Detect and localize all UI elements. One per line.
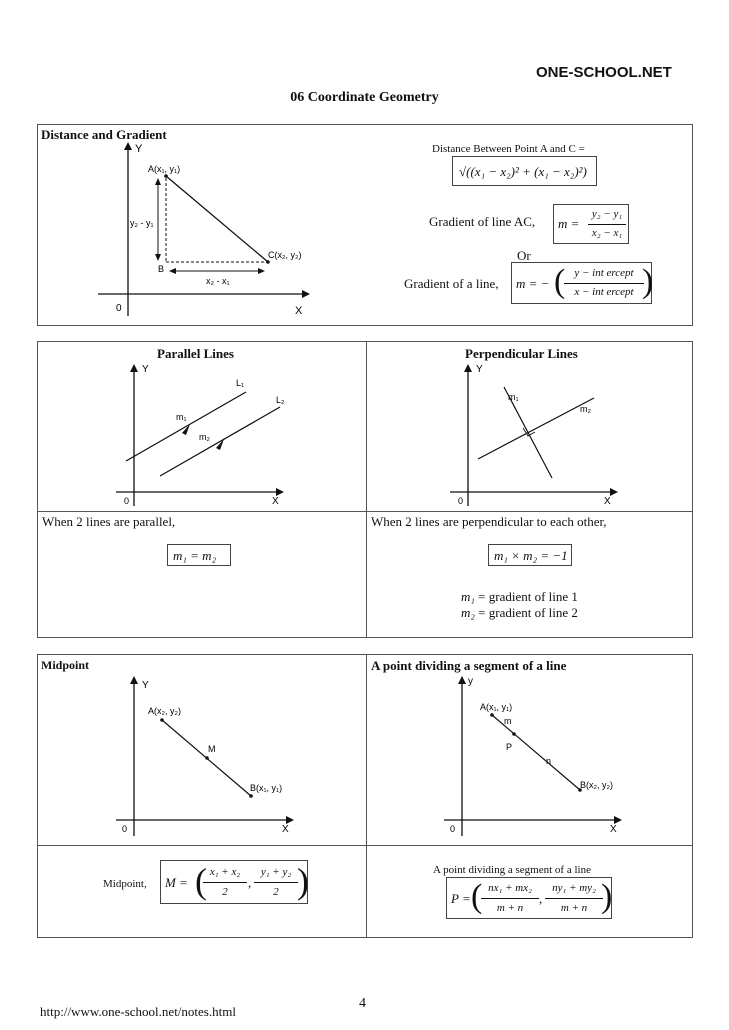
distance-heading: Distance and Gradient	[41, 127, 167, 142]
line-l1	[126, 392, 246, 461]
parallel-diagram	[110, 360, 290, 508]
y-axis-label: Y	[135, 143, 143, 155]
x-axis-label: X	[295, 305, 303, 317]
perpendicular-text: When 2 lines are perpendicular to each other,	[371, 514, 607, 529]
diagram-mark	[458, 676, 466, 684]
gradient-ac-box	[553, 204, 629, 244]
l1-label: L₁	[236, 378, 245, 388]
page-number: 4	[359, 996, 366, 1011]
point-a-label: A(x₁, y₁)	[148, 164, 181, 174]
comma: ,	[539, 891, 543, 906]
diagram-mark	[614, 816, 622, 824]
gradient-m: m =	[558, 216, 580, 231]
diagram-mark	[160, 718, 164, 722]
dividing-num-y: ny₁ + my₂	[552, 882, 596, 894]
dividing-label: A point dividing a segment of a line	[433, 864, 591, 876]
footer-url[interactable]: http://www.one-school.net/notes.html	[40, 1004, 236, 1019]
fraction-bar	[588, 224, 626, 225]
divider	[37, 511, 693, 512]
comma: ,	[248, 875, 252, 890]
midpoint-diagram	[110, 672, 300, 842]
distance-formula-box	[452, 156, 597, 186]
midpoint-num-x: x₁ + x₂	[209, 866, 241, 878]
y-axis-label: y	[468, 676, 473, 687]
origin-label: 0	[450, 824, 456, 834]
left-paren: (	[195, 861, 207, 901]
diagram-mark	[490, 713, 494, 717]
line-numerator: y − int ercept	[574, 267, 634, 279]
diagram-mark	[258, 268, 265, 274]
right-paren: )	[642, 263, 654, 300]
origin-label: 0	[458, 496, 464, 506]
dividing-p: P =	[451, 891, 471, 906]
gradient-ac-label: Gradient of line AC,	[429, 214, 536, 229]
point-a-label: A(x₁, y₁)	[480, 702, 513, 712]
line-denominator: x − int ercept	[574, 286, 634, 298]
left-paren: (	[554, 263, 566, 300]
point-b-label: B(x₂, y₂)	[580, 780, 613, 790]
x-axis-label: X	[604, 496, 611, 507]
fraction-bar	[564, 283, 644, 284]
diagram-mark	[276, 488, 284, 496]
parallel-formula: m₁ = m₂	[173, 548, 217, 563]
diagram-mark	[130, 364, 138, 372]
diagram-mark	[205, 756, 209, 760]
right-paren: )	[297, 861, 309, 901]
diagram-mark	[164, 174, 168, 178]
distance-label: Distance Between Point A and C =	[432, 143, 585, 155]
diagram-mark	[182, 424, 190, 435]
origin-label: 0	[122, 824, 128, 834]
point-b-label: B(x₁, y₁)	[250, 783, 283, 793]
perpendicular-heading: Perpendicular Lines	[465, 346, 578, 361]
definition-symbol: m₁	[461, 589, 475, 604]
ratio-m-label: m	[504, 716, 512, 726]
y-axis-label: Y	[142, 680, 149, 691]
y-axis-label: Y	[142, 364, 149, 375]
divider	[37, 845, 693, 846]
right-paren: )	[601, 878, 613, 915]
line-ac	[166, 176, 268, 262]
origin-label: 0	[116, 303, 122, 314]
m2-label: m₂	[199, 432, 210, 442]
point-b-label: B	[158, 264, 165, 274]
diagram-mark	[155, 178, 161, 185]
midpoint-den-y: 2	[273, 886, 279, 898]
diagram-mark	[169, 268, 176, 274]
definition-symbol: m₂	[461, 605, 475, 620]
y-axis-arrow	[124, 142, 132, 150]
gradient-denominator: x₂ − x₁	[591, 227, 623, 239]
horiz-length-label: x₂ - x₁	[206, 276, 230, 286]
gradient-line-label: Gradient of a line,	[404, 276, 499, 291]
diagram-mark	[464, 364, 472, 372]
gradient-line-box	[511, 262, 652, 304]
line-m2	[478, 398, 594, 459]
dividing-num-x: nx₁ + mx₂	[488, 882, 532, 894]
diagram-mark	[610, 488, 618, 496]
point-c-label: C(x₂, y₂)	[268, 250, 302, 260]
midpoint-num-y: y₁ + y₂	[260, 866, 292, 878]
x-axis-arrow	[302, 290, 310, 298]
distance-formula: √((x₁ − x₂)² + (x₁ − x₂)²)	[459, 164, 587, 179]
midpoint-formula-box	[160, 860, 308, 904]
point-m-label: M	[208, 744, 216, 754]
x-axis-label: X	[272, 496, 279, 507]
ratio-n-label: n	[546, 756, 552, 766]
perpendicular-formula-box	[488, 544, 572, 566]
definition-m2	[461, 605, 578, 621]
diagram-mark	[286, 816, 294, 824]
definition-m1	[461, 589, 578, 605]
diagram-mark	[130, 676, 138, 684]
left-paren: (	[471, 878, 483, 915]
gradient-line-m: m = −	[516, 276, 550, 291]
dividing-formula-box	[446, 877, 612, 919]
brand-title: ONE-SCHOOL.NET	[536, 64, 672, 81]
dividing-den-x: m + n	[496, 902, 524, 914]
origin-label: 0	[124, 496, 130, 506]
definition-text: = gradient of line 2	[474, 605, 578, 620]
vert-length-label: y₂ - y₁	[130, 218, 154, 228]
point-a-label: A(x₂, y₂)	[148, 706, 181, 716]
diagram-mark	[155, 254, 161, 261]
m1-label: m₁	[176, 412, 187, 422]
dividing-diagram	[438, 672, 628, 842]
l2-label: L₂	[276, 395, 285, 405]
fraction-bar	[545, 898, 603, 899]
or-text: Or	[517, 248, 531, 263]
gradient-numerator: y₂ − y₁	[591, 208, 623, 220]
midpoint-heading: Midpoint	[41, 658, 90, 672]
perpendicular-formula: m₁ × m₂ = −1	[494, 548, 568, 563]
diagram-mark	[512, 732, 516, 736]
diagram-mark	[266, 260, 270, 264]
m2-label: m₂	[580, 404, 591, 414]
perpendicular-diagram	[444, 360, 624, 508]
y-axis-label: Y	[476, 364, 483, 375]
parallel-formula-box	[167, 544, 231, 566]
x-axis-label: X	[610, 824, 617, 835]
dividing-heading: A point dividing a segment of a line	[371, 658, 567, 673]
midpoint-den-x: 2	[222, 886, 228, 898]
midpoint-label: Midpoint,	[103, 878, 147, 890]
segment-ab	[492, 715, 580, 790]
fraction-bar	[254, 882, 298, 883]
dividing-den-y: m + n	[560, 902, 588, 914]
distance-diagram	[90, 138, 320, 318]
page-title: 06 Coordinate Geometry	[290, 90, 439, 105]
m1-label: m₁	[508, 392, 519, 402]
divider	[366, 341, 367, 638]
fraction-bar	[203, 882, 247, 883]
point-p-label: P	[506, 742, 513, 752]
definition-text: = gradient of line 1	[474, 589, 578, 604]
diagram-mark	[216, 439, 224, 450]
midpoint-m: M =	[165, 875, 188, 890]
x-axis-label: X	[282, 824, 289, 835]
fraction-bar	[481, 898, 539, 899]
parallel-heading: Parallel Lines	[157, 346, 234, 361]
diagram-mark	[249, 794, 253, 798]
parallel-text: When 2 lines are parallel,	[42, 514, 176, 529]
divider	[366, 654, 367, 938]
